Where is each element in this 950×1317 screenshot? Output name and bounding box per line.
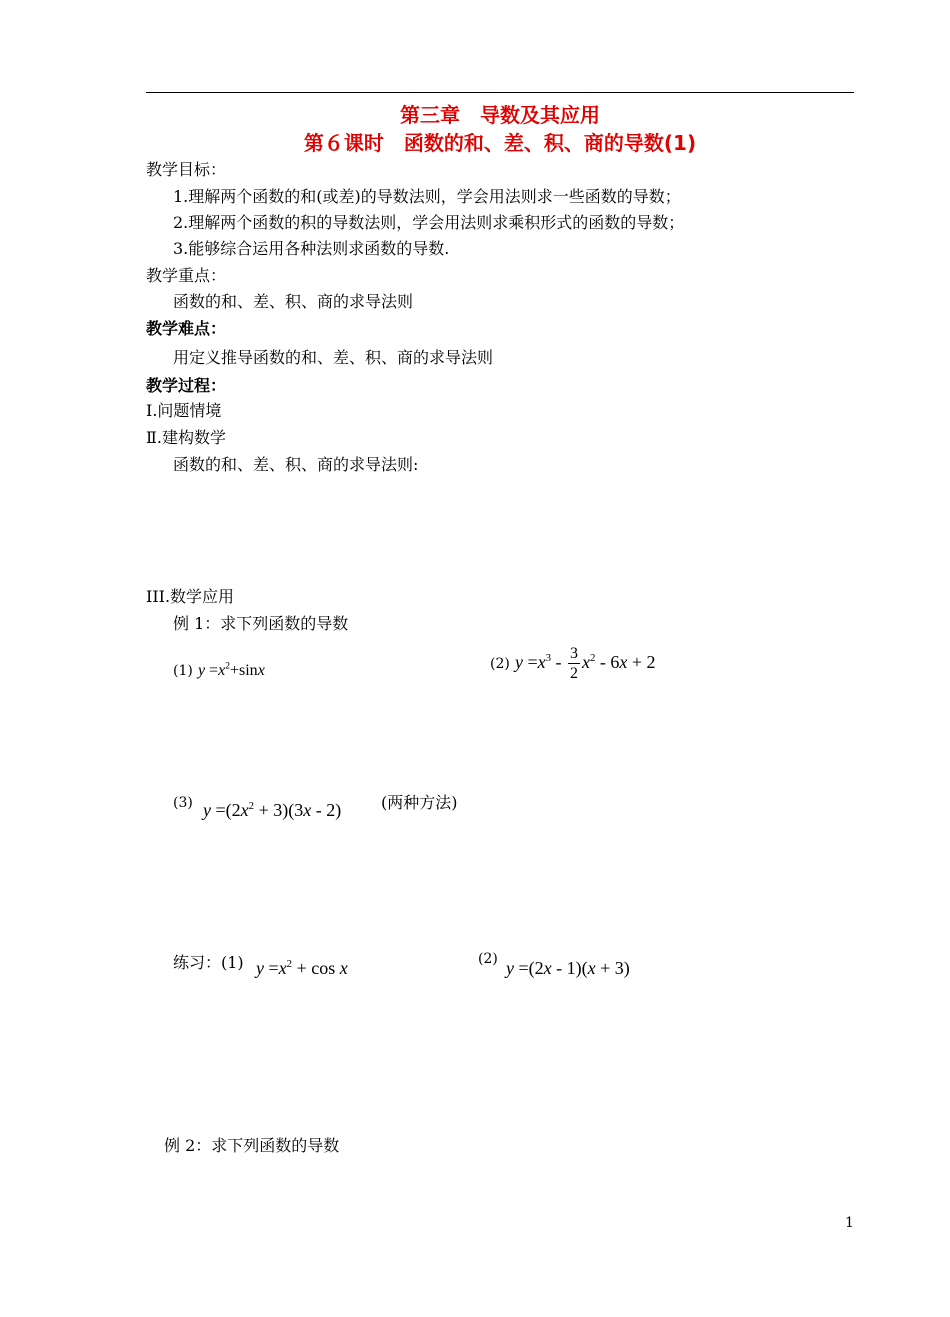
section-construct-math: Ⅱ.建构数学 [146, 428, 226, 447]
practice-problem-1-formula: $y =x^2 + \cos x$ [256, 958, 348, 978]
lesson-title: 第６课时 函数的和、差、积、商的导数(1) [303, 131, 697, 155]
chapter-title: 第三章 导数及其应用 [400, 103, 600, 127]
objective-item: 1.理解两个函数的和(或差)的导数法则，学会用法则求一些函数的导数； [173, 187, 681, 206]
problem-number: (3) [173, 795, 193, 811]
problem-number: (1) [173, 663, 193, 679]
difficulties-text: 用定义推导函数的和、差、积、商的求导法则 [173, 348, 494, 367]
process-heading: 教学过程： [146, 376, 227, 395]
objective-item: 3.能够综合运用各种法则求函数的导数. [173, 239, 450, 258]
example1-problem-3 [173, 792, 193, 811]
derivative-rules-text: 函数的和、差、积、商的求导法则: [173, 455, 419, 474]
key-points-text: 函数的和、差、积、商的求导法则 [173, 292, 414, 311]
practice-problem-2-formula: y =(2x - 1)(x + 3) [506, 958, 630, 978]
formula: $y =x^3$ - $\frac{3}{2}$ $x^2 - 6x + 2$ [514, 645, 656, 682]
objectives-heading: 教学目标： [146, 160, 227, 179]
formula: $y =x^2+\sin x$ [197, 660, 265, 679]
example1-label: 例 1：求下列函数的导数 [173, 614, 349, 633]
example1-problem-3-formula: $y =(2x^2 + 3)(3x - 2)$ [203, 800, 342, 820]
section-problem-context: Ⅰ.问题情境 [146, 401, 222, 420]
practice-problem-2-number: (2) [478, 951, 498, 967]
example1-problem-3-note: (两种方法) [381, 793, 458, 812]
key-points-heading: 教学重点： [146, 266, 227, 285]
fraction: $\frac{3}{2}$ [570, 645, 578, 682]
example2-label: 例 2：求下列函数的导数 [164, 1136, 340, 1155]
example1-problem-1 [173, 660, 265, 680]
example1-problem-2 [490, 646, 656, 682]
page-number: 1 [845, 1215, 854, 1231]
header-rule [146, 92, 854, 93]
problem-number: (2) [490, 656, 510, 673]
difficulties-heading: 教学难点： [146, 319, 227, 338]
practice-label: 练习：(1) [173, 953, 244, 972]
objective-item: 2.理解两个函数的积的导数法则，学会用法则求乘积形式的函数的导数； [173, 213, 685, 232]
section-math-application: III.数学应用 [146, 587, 235, 606]
